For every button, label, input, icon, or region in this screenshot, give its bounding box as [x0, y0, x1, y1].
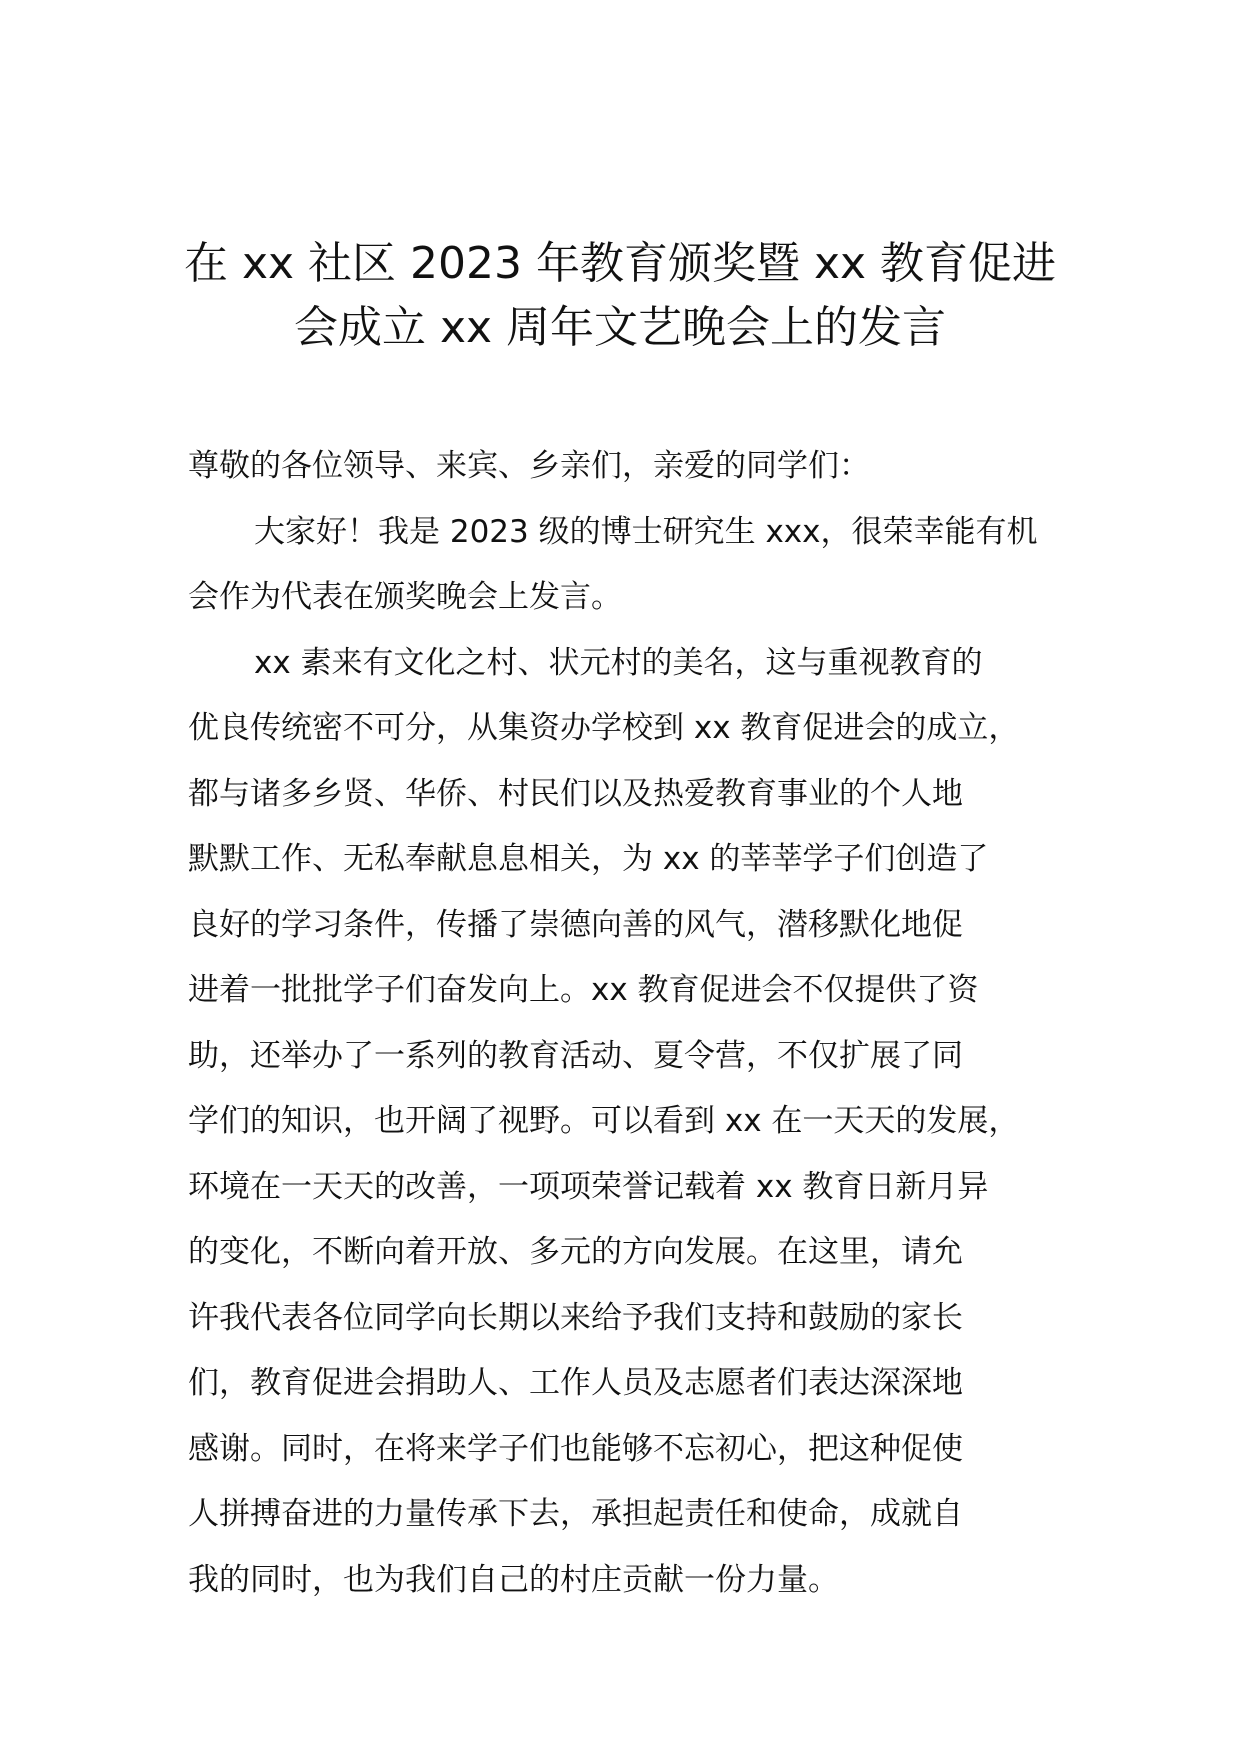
paragraph-line: 人拼搏奋进的力量传承下去，承担起责任和使命，成就自	[188, 1496, 963, 1532]
document-title	[150, 232, 1090, 360]
greeting-line: 尊敬的各位领导、来宾、乡亲们，亲爱的同学们：	[188, 448, 870, 484]
paragraph-line: 默默工作、无私奉献息息相关，为 xx 的莘莘学子们创造了	[188, 841, 989, 877]
paragraph-line: 大家好！我是 2023 级的博士研究生 xxx，很荣幸能有机	[254, 513, 1038, 550]
paragraph-line: 助，还举办了一系列的教育活动、夏令营，不仅扩展了同	[188, 1037, 963, 1074]
paragraph-line: 都与诸多乡贤、华侨、村民们以及热爱教育事业的个人地	[188, 775, 963, 812]
title-line: 会成立 xx 周年文艺晚会上的发言	[293, 302, 947, 353]
paragraph-line: 会作为代表在颁奖晚会上发言。	[188, 579, 622, 615]
paragraph-line: 感谢。同时，在将来学子们也能够不忘初心，把这种促使	[188, 1430, 963, 1467]
paragraph-line: 我的同时，也为我们自己的村庄贡献一份力量。	[188, 1561, 839, 1598]
paragraph-line: 良好的学习条件，传播了崇德向善的风气，潜移默化地促	[188, 906, 963, 943]
paragraph-line: 进着一批批学子们奋发向上。xx 教育促进会不仅提供了资	[188, 972, 979, 1008]
title-line: 在 xx 社区 2023 年教育颁奖暨 xx 教育促进	[183, 238, 1057, 289]
paragraph-line: xx 素来有文化之村、状元村的美名，这与重视教育的	[254, 644, 983, 681]
paragraph-line: 的变化，不断向着开放、多元的方向发展。在这里，请允	[188, 1234, 963, 1270]
paragraph-line: 们，教育促进会捐助人、工作人员及志愿者们表达深深地	[188, 1365, 963, 1401]
paragraph-line: 许我代表各位同学向长期以来给予我们支持和鼓励的家长	[188, 1299, 963, 1336]
paragraph-intro	[188, 500, 1068, 631]
paragraph-line: 学们的知识，也开阔了视野。可以看到 xx 在一天天的发展，	[188, 1103, 1020, 1139]
document-body	[188, 434, 1068, 1613]
paragraph-line: 优良传统密不可分，从集资办学校到 xx 教育促进会的成立，	[188, 710, 1020, 746]
paragraph-main	[188, 631, 1068, 1614]
paragraph-line: 环境在一天天的改善，一项项荣誉记载着 xx 教育日新月异	[188, 1168, 989, 1205]
